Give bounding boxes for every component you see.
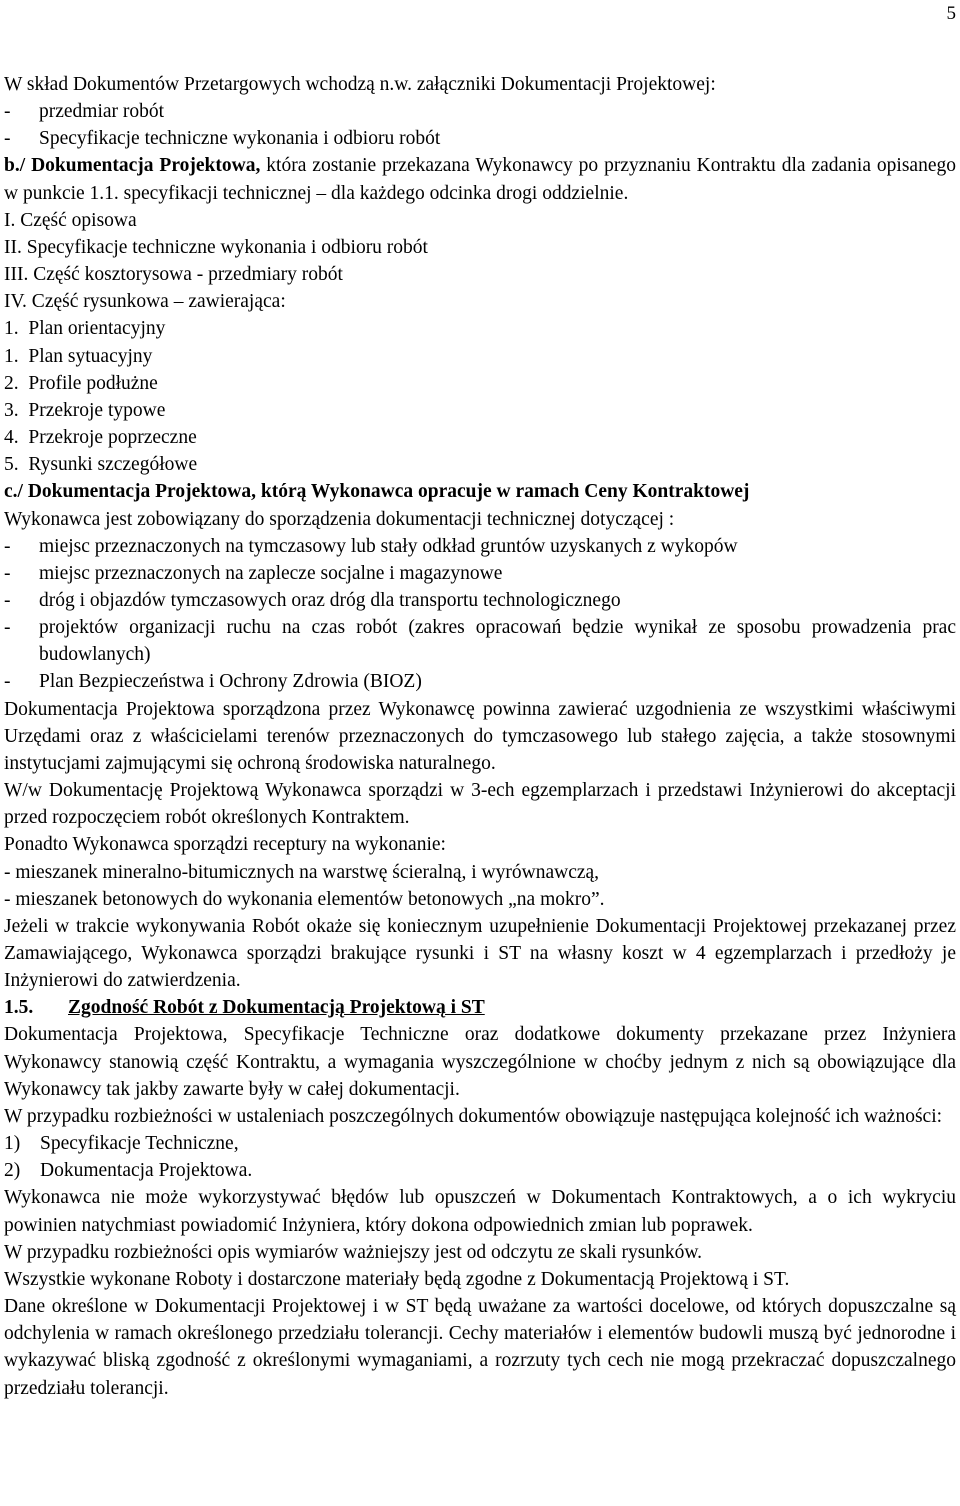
paragraph: W przypadku rozbieżności opis wymiarów ważniejszy jest od odczytu ze skali rysunków. — [4, 1241, 703, 1263]
list-marker: - — [4, 128, 11, 150]
drawing-item: 5. Rysunki szczegółowe — [4, 454, 198, 476]
paragraph: Jeżeli w trakcie wykonywania Robót okaże się koniecznym uzupełnienie Dokumentacji Projektowej przekazanej przez Zamawiającego, Wykonawca sporządzi brakujące rysunki i ST na własny koszt w 4 egzemplarzach i przedłoży je Inżynierowi do zatwierdzenia. — [4, 915, 956, 992]
section-b-heading: b./ Dokumentacja Projektowa, — [4, 155, 261, 177]
list-marker: - — [4, 671, 11, 693]
list-text: przedmiar robót — [39, 101, 165, 123]
drawing-item: 2. Profile podłużne — [4, 372, 158, 394]
list-marker: 2) — [4, 1160, 21, 1182]
document-body — [4, 71, 956, 1402]
section-heading — [4, 994, 956, 1021]
list-text: Specyfikacje techniczne wykonania i odbioru robót — [39, 128, 441, 150]
paragraph: - mieszanek betonowych do wykonania elementów betonowych „na mokro”. — [4, 888, 605, 910]
list-marker: - — [4, 589, 11, 611]
list-item — [4, 560, 956, 587]
part-line: I. Część opisowa — [4, 209, 137, 231]
part-line: IV. Część rysunkowa – zawierająca: — [4, 291, 286, 313]
section-b-text: która zostanie przekazana Wykonawcy po przyznaniu Kontraktu dla zadania opisanego w punkcie 1.1. specyfikacji technicznej – dla każdego odcinka drogi oddzielnie. — [4, 155, 956, 204]
part-line: III. Część kosztorysowa - przedmiary robót — [4, 264, 343, 286]
list-marker: - — [4, 562, 11, 584]
list-text: Dokumentacja Projektowa. — [40, 1160, 253, 1182]
section-title: Zgodność Robót z Dokumentacją Projektową i ST — [68, 997, 485, 1019]
list-item — [4, 614, 956, 668]
paragraph: Dokumentacja Projektowa sporządzona przez Wykonawcę powinna zawierać uzgodnienia ze wszystkimi właściwymi Urzędami oraz z właścicielami terenów przeznaczonych do tymczasowego lub stałego zajęcia, a także stosownymi instytucjami zajmującymi się ochroną środowiska naturalnego. — [4, 698, 956, 774]
paragraph: - mieszanek mineralno-bitumicznych na warstwę ścieralną, i wyrównawczą, — [4, 861, 600, 883]
list-item — [4, 1130, 956, 1157]
page-number: 5 — [946, 3, 956, 24]
paragraph: W/w Dokumentację Projektową Wykonawca sporządzi w 3-ech egzemplarzach i przedstawi Inżynierowi do akceptacji przed rozpoczęciem robót określonych Kontraktem. — [4, 780, 956, 829]
paragraph: Dane określone w Dokumentacji Projektowej i w ST będą uważane za wartości docelowe, od których dopuszczalne są odchylenia w ramach określonego przedziału tolerancji. Cechy materiałów i elementów budowli muszą być jednorodne i wykazywać bliską zgodność z określonymi wymaganiami, a rozrzuty tych cech nie mogą przekraczać dopuszczalnego przedziału tolerancji. — [4, 1296, 956, 1399]
paragraph: Ponadto Wykonawca sporządzi receptury na wykonanie: — [4, 834, 446, 856]
list-item — [4, 1157, 956, 1184]
paragraph: Wykonawca jest zobowiązany do sporządzenia dokumentacji technicznej dotyczącej : — [4, 508, 675, 530]
section-c-heading: c./ Dokumentacja Projektowa, którą Wykonawca opracuje w ramach Ceny Kontraktowej — [4, 481, 750, 503]
list-marker: 1) — [4, 1133, 21, 1155]
list-text: miejsc przeznaczonych na zaplecze socjalne i magazynowe — [39, 562, 503, 584]
list-item — [4, 533, 956, 560]
paragraph: Dokumentacja Projektowa, Specyfikacje Techniczne oraz dodatkowe dokumenty przekazane przez Inżyniera Wykonawcy stanowią część Kontraktu, a wymagania wyszczególnione w choćby jednym z nich są obowiązujące dla Wykonawcy tak jakby zawarte były w całej dokumentacji. — [4, 1024, 956, 1100]
paragraph: Wszystkie wykonane Roboty i dostarczone materiały będą zgodne z Dokumentacją Projektową i ST. — [4, 1268, 790, 1290]
list-text: miejsc przeznaczonych na tymczasowy lub stały odkład gruntów uzyskanych z wykopów — [39, 535, 738, 557]
list-marker: - — [4, 617, 11, 639]
section-b-paragraph — [4, 152, 956, 206]
part-line: II. Specyfikacje techniczne wykonania i odbioru robót — [4, 236, 428, 258]
paragraph: Wykonawca nie może wykorzystywać błędów lub opuszczeń w Dokumentach Kontraktowych, a o ich wykryciu powinien natychmiast powiadomić Inżyniera, który dokona odpowiednich zmian lub poprawek. — [4, 1187, 956, 1236]
list-text: Specyfikacje Techniczne, — [40, 1133, 239, 1155]
list-text: projektów organizacji ruchu na czas robót (zakres opracowań będzie wynikał ze sposobu prowadzenia prac budowlanych) — [39, 617, 956, 666]
drawing-item: 3. Przekroje typowe — [4, 399, 166, 421]
paragraph: W przypadku rozbieżności w ustaleniach poszczególnych dokumentów obowiązuje następująca kolejność ich ważności: — [4, 1105, 943, 1127]
list-text: Plan Bezpieczeństwa i Ochrony Zdrowia (BIOZ) — [39, 671, 422, 693]
list-item — [4, 587, 956, 614]
section-number: 1.5. — [4, 997, 34, 1019]
drawing-item: 4. Przekroje poprzeczne — [4, 427, 197, 449]
list-marker: - — [4, 101, 11, 123]
list-item — [4, 668, 956, 695]
drawing-item: 1. Plan sytuacyjny — [4, 345, 153, 367]
list-text: dróg i objazdów tymczasowych oraz dróg dla transportu technologicznego — [39, 589, 621, 611]
list-item — [4, 98, 956, 125]
list-marker: - — [4, 535, 11, 557]
intro-line: W skład Dokumentów Przetargowych wchodzą n.w. załączniki Dokumentacji Projektowej: — [4, 74, 716, 95]
list-item — [4, 125, 956, 152]
drawing-item: 1. Plan orientacyjny — [4, 318, 166, 340]
